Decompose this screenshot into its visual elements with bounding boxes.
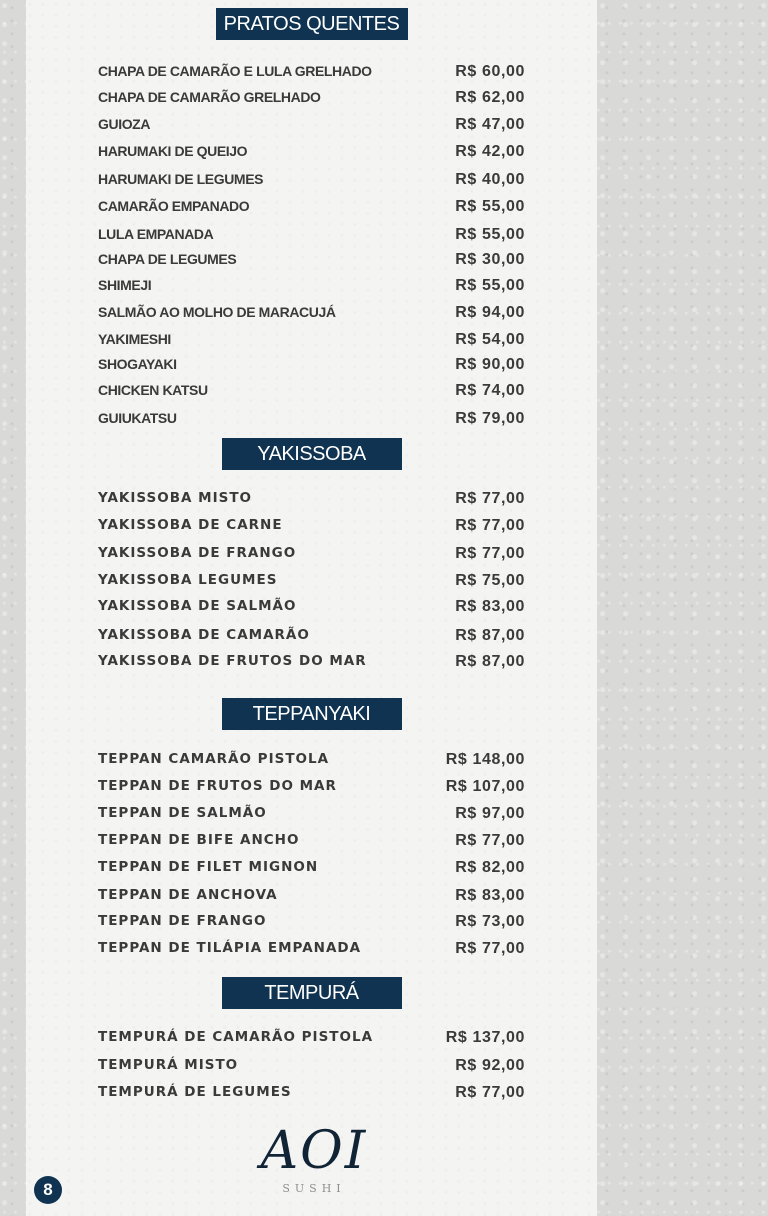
item-name: SHIMEJI: [98, 277, 152, 293]
menu-item: [98, 859, 525, 879]
menu-item: [98, 1084, 525, 1104]
menu-item: [98, 410, 525, 430]
item-name: SHOGAYAKI: [98, 356, 177, 372]
item-price: R$ 77,00: [455, 545, 525, 562]
menu-item: [98, 251, 525, 271]
logo-subtitle: SUSHI: [282, 1182, 346, 1195]
item-name: CHICKEN KATSU: [98, 382, 208, 398]
item-price: R$ 83,00: [455, 887, 525, 904]
item-price: R$ 90,00: [455, 356, 525, 373]
item-name: SALMÃO AO MOLHO DE MARACUJÁ: [98, 304, 336, 320]
menu-item: [98, 116, 525, 136]
item-price: R$ 42,00: [455, 143, 525, 160]
menu-item: [98, 226, 525, 246]
item-name: GUIOZA: [98, 116, 151, 132]
item-price: R$ 40,00: [455, 171, 525, 188]
menu-item: [98, 198, 525, 218]
menu-item: [98, 63, 525, 83]
section-header-pratos-quentes: PRATOS QUENTES: [216, 8, 408, 40]
item-price: R$ 94,00: [455, 304, 525, 321]
item-name: YAKISSOBA LEGUMES: [98, 572, 278, 588]
item-name: YAKISSOBA MISTO: [98, 490, 253, 506]
menu-item: [98, 304, 525, 324]
item-price: R$ 77,00: [455, 940, 525, 957]
item-name: HARUMAKI DE LEGUMES: [98, 171, 264, 187]
menu-item: [98, 940, 525, 960]
item-price: R$ 87,00: [455, 627, 525, 644]
item-name: CHAPA DE CAMARÃO E LULA GRELHADO: [98, 63, 372, 79]
menu-item: [98, 1029, 525, 1049]
item-name: TEMPURÁ MISTO: [98, 1057, 239, 1073]
item-price: R$ 107,00: [445, 778, 525, 795]
item-price: R$ 74,00: [455, 382, 525, 399]
item-price: R$ 92,00: [455, 1057, 525, 1074]
item-price: R$ 79,00: [455, 410, 525, 427]
item-price: R$ 77,00: [455, 1084, 525, 1101]
menu-item: [98, 1057, 525, 1077]
item-price: R$ 73,00: [455, 913, 525, 930]
menu-item: [98, 545, 525, 565]
menu-item: [98, 89, 525, 109]
menu-item: [98, 277, 525, 297]
aoi-sushi-logo: [259, 1116, 369, 1206]
menu-item: [98, 143, 525, 163]
item-name: YAKISSOBA DE FRANGO: [98, 545, 297, 561]
menu-item: [98, 598, 525, 618]
item-name: TEPPAN DE BIFE ANCHO: [98, 832, 300, 848]
item-name: TEMPURÁ DE CAMARÃO PISTOLA: [98, 1029, 374, 1045]
menu-item: [98, 653, 525, 673]
item-price: R$ 77,00: [455, 832, 525, 849]
item-price: R$ 62,00: [455, 89, 525, 106]
menu-item: [98, 490, 525, 510]
menu-item: [98, 627, 525, 647]
page-number-badge: 8: [34, 1176, 62, 1204]
menu-item: [98, 913, 525, 933]
item-price: R$ 97,00: [455, 805, 525, 822]
item-price: R$ 75,00: [455, 572, 525, 589]
menu-item: [98, 832, 525, 852]
menu-item: [98, 887, 525, 907]
item-price: R$ 137,00: [445, 1029, 525, 1046]
item-name: TEPPAN DE FRUTOS DO MAR: [98, 778, 337, 794]
item-price: R$ 77,00: [455, 517, 525, 534]
menu-panel: [26, 0, 597, 1216]
item-name: YAKISSOBA DE SALMÃO: [98, 598, 297, 614]
menu-item: [98, 382, 525, 402]
item-price: R$ 55,00: [455, 198, 525, 215]
item-price: R$ 55,00: [455, 226, 525, 243]
logo-mark: AOI: [260, 1121, 368, 1181]
item-name: YAKISSOBA DE CARNE: [98, 517, 283, 533]
item-name: TEPPAN DE FRANGO: [98, 913, 267, 929]
item-name: TEPPAN DE ANCHOVA: [98, 887, 278, 903]
item-price: R$ 30,00: [455, 251, 525, 268]
item-name: TEPPAN CAMARÃO PISTOLA: [98, 751, 330, 767]
item-name: CHAPA DE CAMARÃO GRELHADO: [98, 89, 321, 105]
section-header-tempura: TEMPURÁ: [222, 977, 402, 1009]
menu-item: [98, 572, 525, 592]
section-header-teppanyaki: TEPPANYAKI: [222, 698, 402, 730]
item-price: R$ 55,00: [455, 277, 525, 294]
item-price: R$ 54,00: [455, 331, 525, 348]
item-name: YAKISSOBA DE FRUTOS DO MAR: [98, 653, 367, 669]
item-name: TEPPAN DE SALMÃO: [98, 805, 267, 821]
item-name: GUIUKATSU: [98, 410, 177, 426]
section-header-yakissoba: YAKISSOBA: [222, 438, 402, 470]
menu-item: [98, 778, 525, 798]
item-name: YAKISSOBA DE CAMARÃO: [98, 627, 310, 643]
menu-item: [98, 805, 525, 825]
menu-item: [98, 331, 525, 351]
menu-item: [98, 517, 525, 537]
item-price: R$ 77,00: [455, 490, 525, 507]
item-price: R$ 148,00: [445, 751, 525, 768]
item-name: TEPPAN DE TILÁPIA EMPANADA: [98, 940, 362, 956]
item-name: CHAPA DE LEGUMES: [98, 251, 237, 267]
menu-item: [98, 171, 525, 191]
item-name: CAMARÃO EMPANADO: [98, 198, 250, 214]
item-price: R$ 82,00: [455, 859, 525, 876]
menu-item: [98, 356, 525, 376]
item-name: LULA EMPANADA: [98, 226, 214, 242]
item-name: HARUMAKI DE QUEIJO: [98, 143, 248, 159]
item-name: TEPPAN DE FILET MIGNON: [98, 859, 319, 875]
menu-item: [98, 751, 525, 771]
item-name: YAKIMESHI: [98, 331, 171, 347]
item-price: R$ 87,00: [455, 653, 525, 670]
item-name: TEMPURÁ DE LEGUMES: [98, 1084, 292, 1100]
item-price: R$ 47,00: [455, 116, 525, 133]
item-price: R$ 60,00: [455, 63, 525, 80]
item-price: R$ 83,00: [455, 598, 525, 615]
